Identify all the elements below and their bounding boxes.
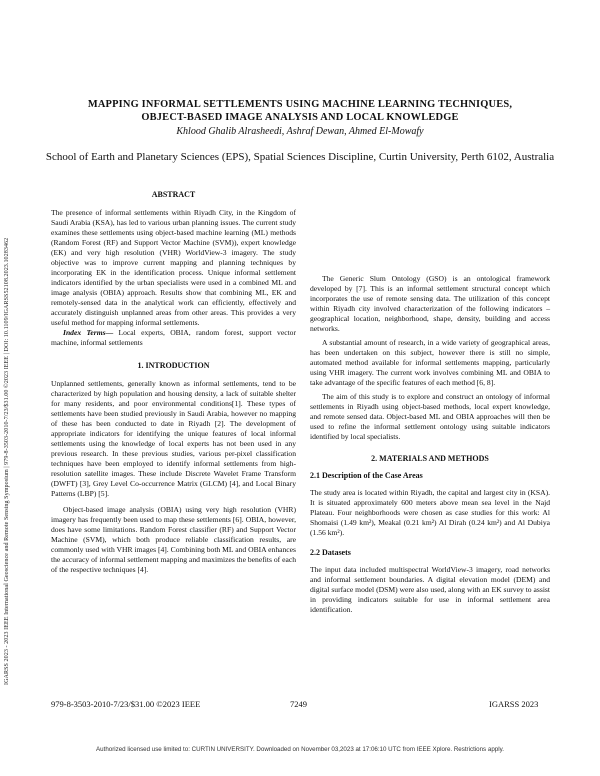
methods-paragraph-1: The study area is located within Riyadh, the capital and largest city in (KSA). It is situated approximately 600 meters above mean sea level in the Najd Plateau. Four neighborhoods were chosen as case studies for this work: Al Shomaisi (1.49 km²), Meakal (0.21 km²) Al Dirah (0.24 km²) and Al Dubiya (1.56 km²). (310, 488, 550, 537)
index-terms-text: Local experts, OBIA, random forest, support vector machine, informal settlements (51, 328, 297, 347)
index-terms-label: Index Terms— (63, 328, 114, 337)
abstract-heading: ABSTRACT (151, 190, 196, 199)
intro-paragraph-3: The Generic Slum Ontology (GSO) is an ontological framework developed by [7]. This is an informal settlement structural concept which incorporates the use of remote sensing data. The utilization of this concept within Riyadh city involved characterization of the following indicators – geographical location, neighborhood, shape, density, building and access networks. (310, 274, 550, 333)
intro-paragraph-5: The aim of this study is to explore and construct an ontology of informal settlements in Riyadh using object-based methods, local expert knowledge, and remote sensed data. Object-based ML and OBIA approaches will then be used to refine the informal settlement ontology using suitable indicators identified by local specialists. (310, 392, 550, 441)
title-line-2: OBJECT-BASED IMAGE ANALYSIS AND LOCAL KNOWLEDGE (141, 112, 459, 123)
paper-title (40, 98, 560, 124)
subsection-2-1-heading: 2.1 Description of the Case Areas (310, 471, 423, 480)
intro-paragraph-1: Unplanned settlements, generally known as informal settlements, tend to be characterized by high population and housing density, a lack of suitable shelter for many residents, and poor environmental conditions[1]. These types of settlements have been studied previously in Saudi Arabia, however no mapping of these has been conducted to date in Riyadh [2]. The development of appropriate indicators for identifying the unique features of local informal settlements using the knowledge of local experts has not been used in any previous research. In these previous studies, various per-pixel classification techniques have been employed to identify informal settlements from high-resolution satellite images. These include Discrete Wavelet Frame Transform (DWFT) [3], Grey Level Co-occurrence Matrix (GLCM) [4], and Local Binary Patterns (LBP) [5]. (51, 379, 296, 498)
right-column (310, 190, 550, 615)
footer-isbn: 979-8-3503-2010-7/23/$31.00 ©2023 IEEE (51, 699, 201, 709)
index-terms (51, 328, 296, 348)
methods-paragraph-2: The input data included multispectral WorldView-3 imagery, road networks and informal settlement boundaries. A digital elevation model (DEM) and digital surface model (DSM) were also used, along with an EK survey to assist in providing indicators suitable for use in informal settlement area identification. (310, 565, 550, 614)
license-notice: Authorized licensed use limited to: CURTIN UNIVERSITY. Downloaded on November 03,2023 at 17:06:10 UTC from IEEE Xplore. Restrictions apply. (96, 746, 504, 753)
doi-sidebar (2, 90, 16, 690)
intro-paragraph-2: Object-based image analysis (OBIA) using very high resolution (VHR) imagery has frequently been used to map these settlements [6]. OBIA, however, does have some limitations. Random Forest classifier (RF) and Support Vector Machine (SVM), which both produce reliable classification results, are commonly used with VHR images [4]. Combining both ML and OBIA enhances the accuracy of informal settlement mapping and maximizes the benefits of each of the respective techniques [4]. (51, 505, 296, 574)
left-column (51, 190, 296, 575)
methods-heading: 2. MATERIALS AND METHODS (371, 454, 489, 463)
abstract-text: The presence of informal settlements within Riyadh City, in the Kingdom of Saudi Arabia (KSA), has led to various urban planning issues. The current study examines these settlements using object-based machine learning (ML) methods (Random Forest (RF) and Support Vector Machine (SVM)), expert knowledge (EK) and very high resolution (VHR) WorldView-3 imagery. The study objective was to improve current mapping and planning techniques by incorporating EK in the identification process. Unique informal settlement indicators identified by the urban specialists were used in a combined ML and image analysis (OBIA) approach. Results show that combining ML, EK and remotely-sensed data in the analytical work can efficiently, effectively and accurately distinguish unplanned areas from other areas. This provides a very useful method for mapping informal settlements. (51, 208, 296, 327)
page-number: 7249 (290, 699, 307, 709)
title-line-1: MAPPING INFORMAL SETTLEMENTS USING MACHINE LEARNING TECHNIQUES, (87, 99, 513, 110)
doi-sidebar-text: IGARSS 2023 - 2023 IEEE International Geoscience and Remote Sensing Symposium | 979-8-3503-2010-7/23/$31.00 ©2023 IEEE | DOI: 10.1109/IGARSS52108.2023.10283462 (4, 237, 10, 685)
subsection-2-2-heading: 2.2 Datasets (310, 548, 351, 557)
intro-paragraph-4: A substantial amount of research, in a wide variety of geographical areas, has been undertaken on this subject, however there is still no simple, automated method available for informal settlements mapping, particularly using VHR imagery. The current work involves combining ML and OBIA to take advantage of the specific features of each method [6, 8]. (310, 338, 550, 387)
authors: Khlood Ghalib Alrasheedi, Ashraf Dewan, Ahmed El-Mowafy (176, 126, 424, 137)
affiliation: School of Earth and Planetary Sciences (EPS), Spatial Sciences Discipline, Curtin University, Perth 6102, Australia (45, 151, 555, 163)
introduction-heading: 1. INTRODUCTION (137, 361, 210, 370)
footer-conference: IGARSS 2023 (489, 699, 539, 709)
